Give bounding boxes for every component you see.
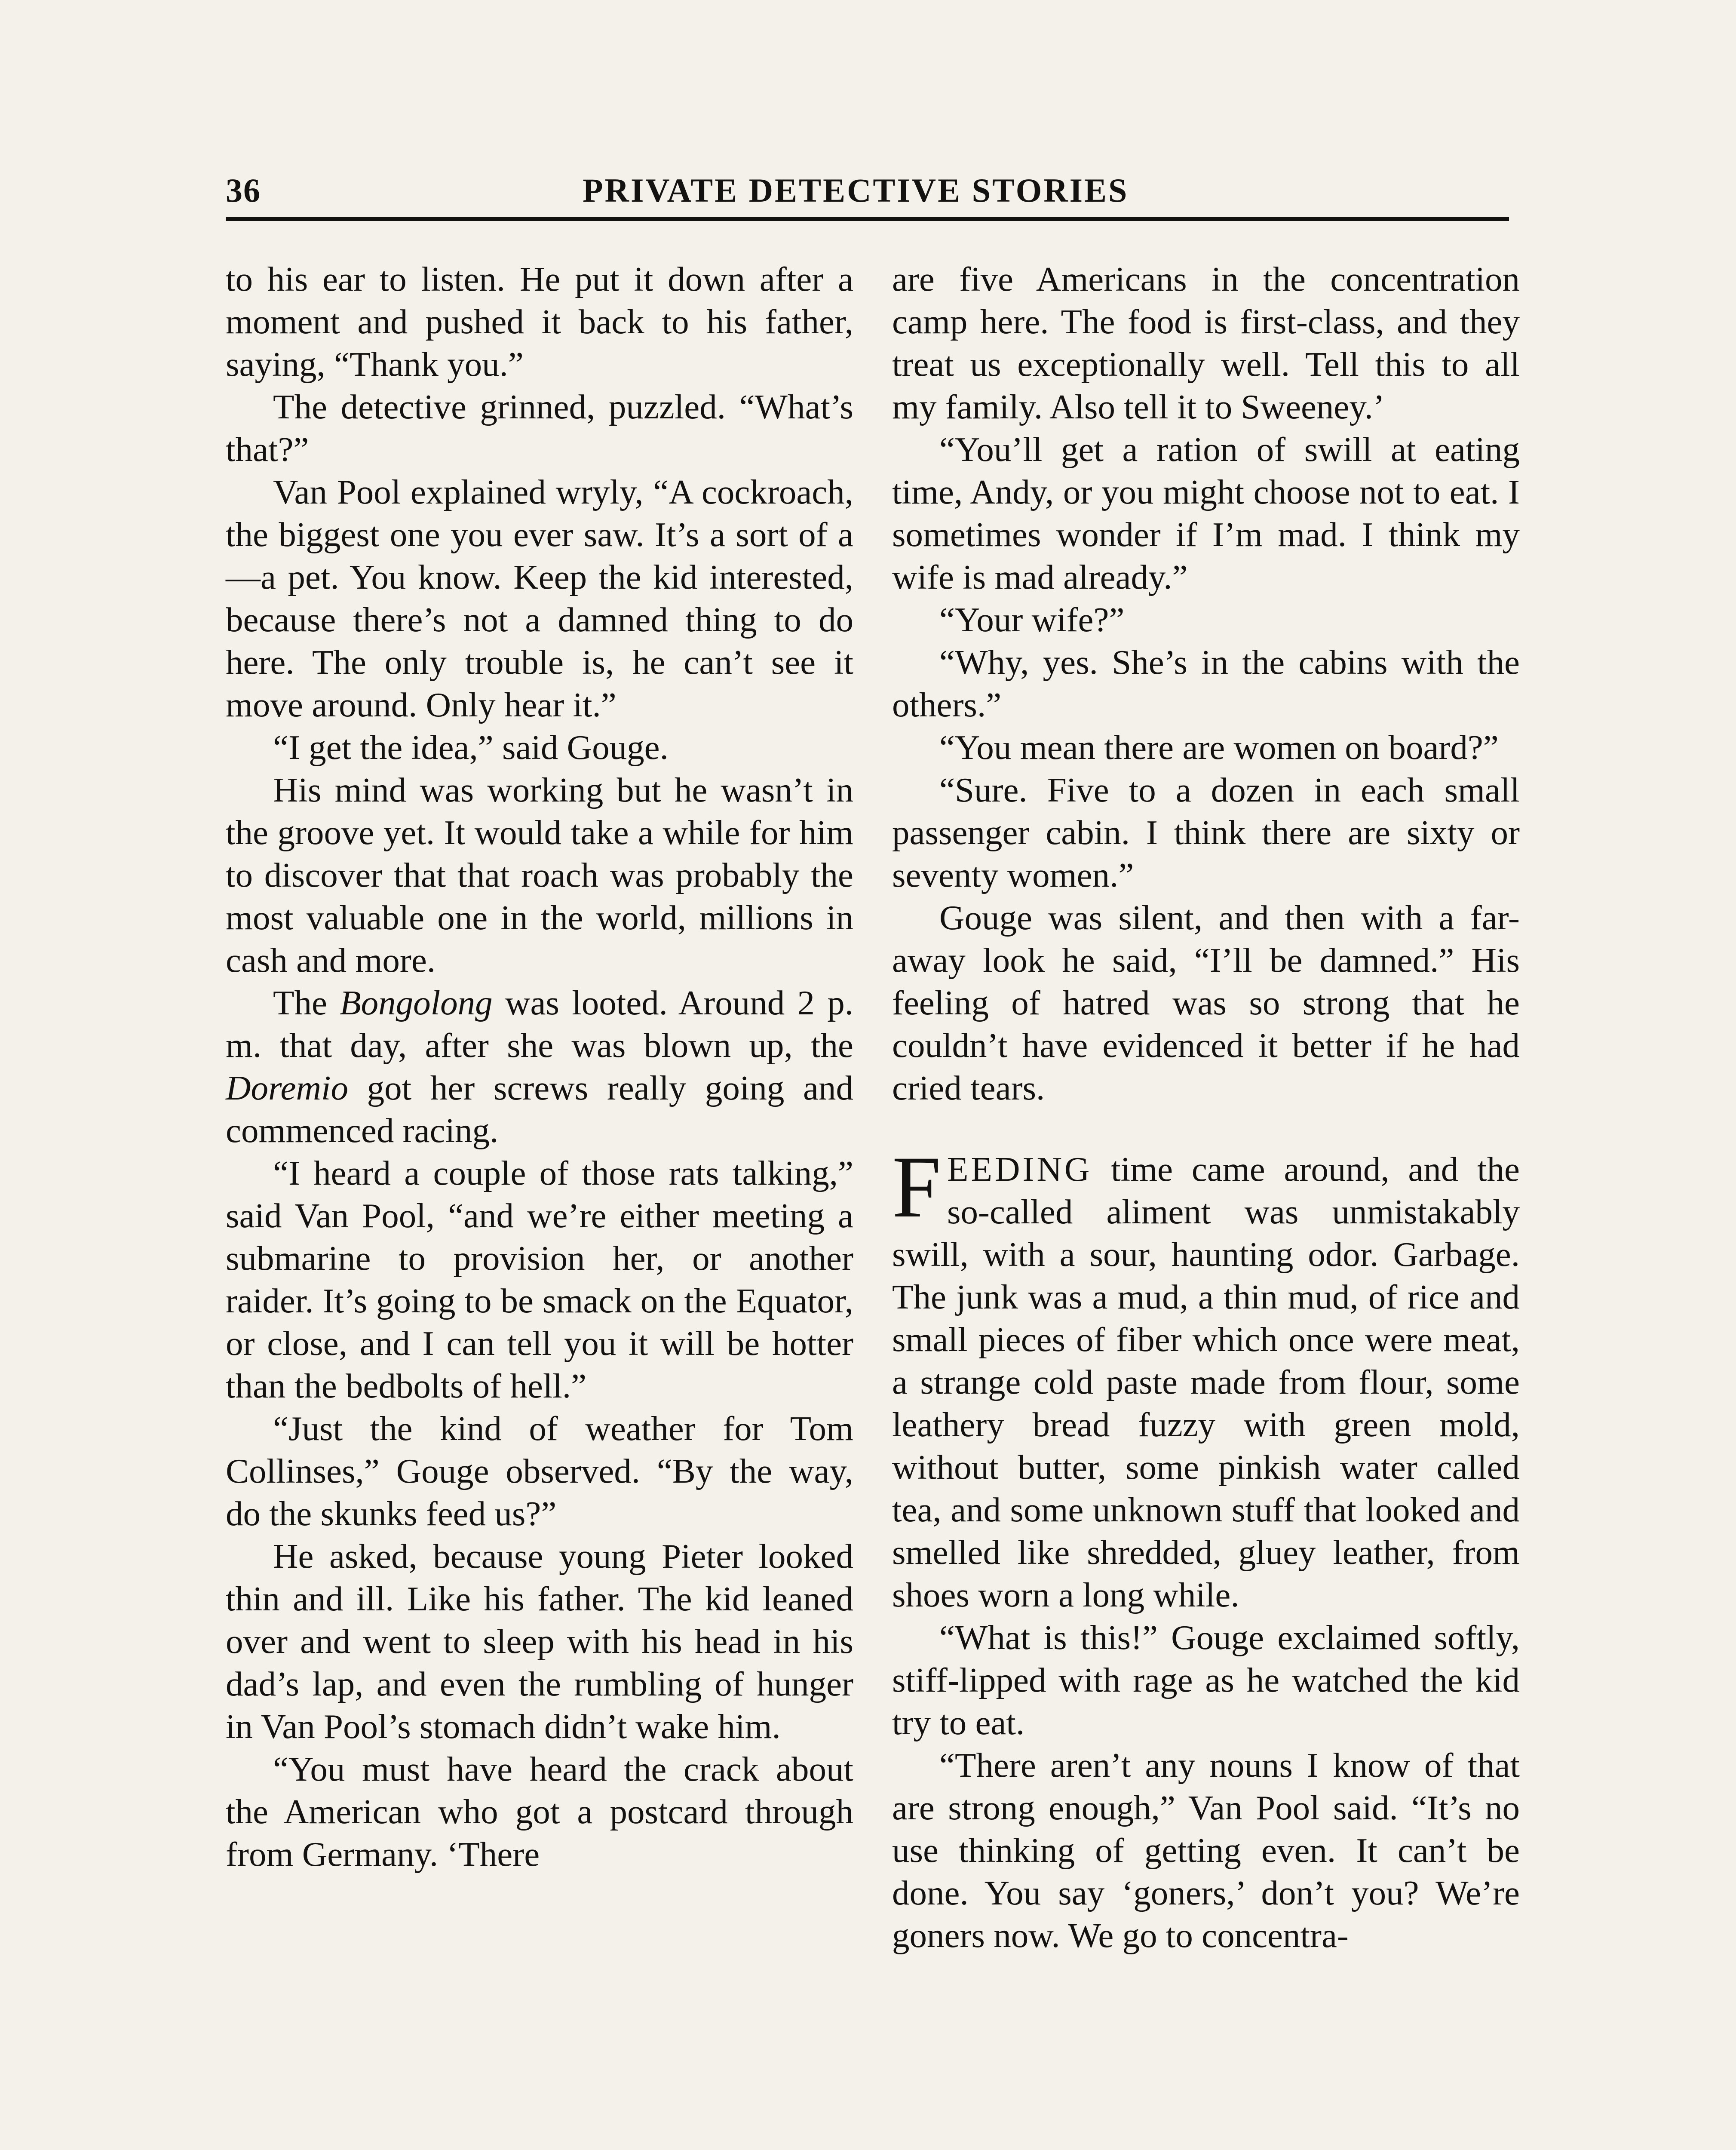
ship-name: Bongolong	[340, 983, 493, 1022]
ship-paragraph-prefix: The	[273, 983, 340, 1022]
paragraph: His mind was working but he wasn’t in the groove yet. It would take a while for him to discover that that roach was probably the most valuable one in the world, millions in cash and more.	[226, 771, 853, 980]
paragraph: to his ear to listen. He put it down after a moment and pushed it back to his father, saying, “Thank you.”	[226, 260, 853, 384]
page-header	[226, 163, 1509, 215]
ship-paragraph-mid: was looted. Around 2 p. m. that day, after she was blown up, the	[226, 983, 853, 1065]
paragraph: “What is this!” Gouge exclaimed softly, stiff-lipped with rage as he watched the kid try to eat.	[892, 1618, 1520, 1742]
paragraph: “Just the kind of weather for Tom Collinses,” Gouge observed. “By the way, do the skunks feed us?”	[226, 1409, 853, 1533]
ship-name: Doremio	[226, 1069, 348, 1107]
paragraph: “I get the idea,” said Gouge.	[273, 728, 669, 767]
running-title: PRIVATE DETECTIVE STORIES	[583, 172, 1129, 209]
paragraph: “Why, yes. She’s in the cabins with the others.”	[892, 643, 1520, 724]
section-start-paragraph	[892, 1138, 1520, 1616]
paragraph: “You mean there are women on board?”	[939, 728, 1499, 767]
paragraph: “You must have heard the crack about the American who got a postcard through from Germany. ‘There	[226, 1750, 853, 1874]
paragraph: Gouge was silent, and then with a far-away look he said, “I’ll be damned.” His feeling of hatred was so strong that he couldn’t have evidenced it better if he had cried tears.	[892, 898, 1520, 1107]
paragraph: The detective grinned, puzzled. “What’s that?”	[226, 387, 853, 469]
section-start-text: time came around, and the so-called aliment was unmistakably swill, with a sour, haunting odor. Garbage. The junk was a mud, a thin mud, of rice and small pieces of fiber which once were meat, a strange cold paste made from flour, some leathery bread fuzzy with green mold, without butter, some pinkish water called tea, and some unknown stuff that looked and smelled like shredded, gluey leather, from shoes worn a long while.	[892, 1150, 1520, 1614]
paragraph: “There aren’t any nouns I know of that are strong enough,” Van Pool said. “It’s no use thinking of getting even. It can’t be done. You say ‘goners,’ don’t you? We’re goners now. We go to concentra-	[892, 1746, 1520, 1955]
left-column	[226, 258, 853, 1876]
paragraph: He asked, because young Pieter looked thin and ill. Like his father. The kid leaned over and went to sleep with his head in his dad’s lap, and even the rumbling of hunger in Van Pool’s stomach didn’t wake him.	[226, 1537, 853, 1746]
drop-cap: F	[892, 1138, 942, 1236]
paragraph: are five Americans in the concentration camp here. The food is first-class, and they treat us exceptionally well. Tell this to all my family. Also tell it to Sweeney.’	[892, 260, 1520, 426]
header-rule	[226, 217, 1509, 221]
page-number: 36	[226, 172, 261, 209]
paragraph: “You’ll get a ration of swill at eating time, Andy, or you might choose not to eat. I sometimes wonder if I’m mad. I think my wife is mad already.”	[892, 430, 1520, 596]
ship-paragraph	[226, 982, 853, 1152]
ship-paragraph-suffix: got her screws really going and commenced racing.	[226, 1069, 853, 1150]
paragraph: “Sure. Five to a dozen in each small passenger cabin. I think there are sixty or seventy women.”	[892, 771, 1520, 894]
right-column	[892, 258, 1520, 1957]
paragraph: “I heard a couple of those rats talking,” said Van Pool, “and we’re either meeting a submarine to provision her, or another raider. It’s going to be smack on the Equator, or close, and I can tell you it will be hotter than the bedbolts of hell.”	[226, 1154, 853, 1405]
paragraph: Van Pool explained wryly, “A cockroach, the biggest one you ever saw. It’s a sort of a—a pet. You know. Keep the kid interested, because there’s not a damned thing to do here. The only trouble is, he can’t see it move around. Only hear it.”	[226, 473, 853, 724]
drop-cap-word: EEDING	[947, 1150, 1092, 1189]
paragraph: “Your wife?”	[939, 600, 1125, 639]
